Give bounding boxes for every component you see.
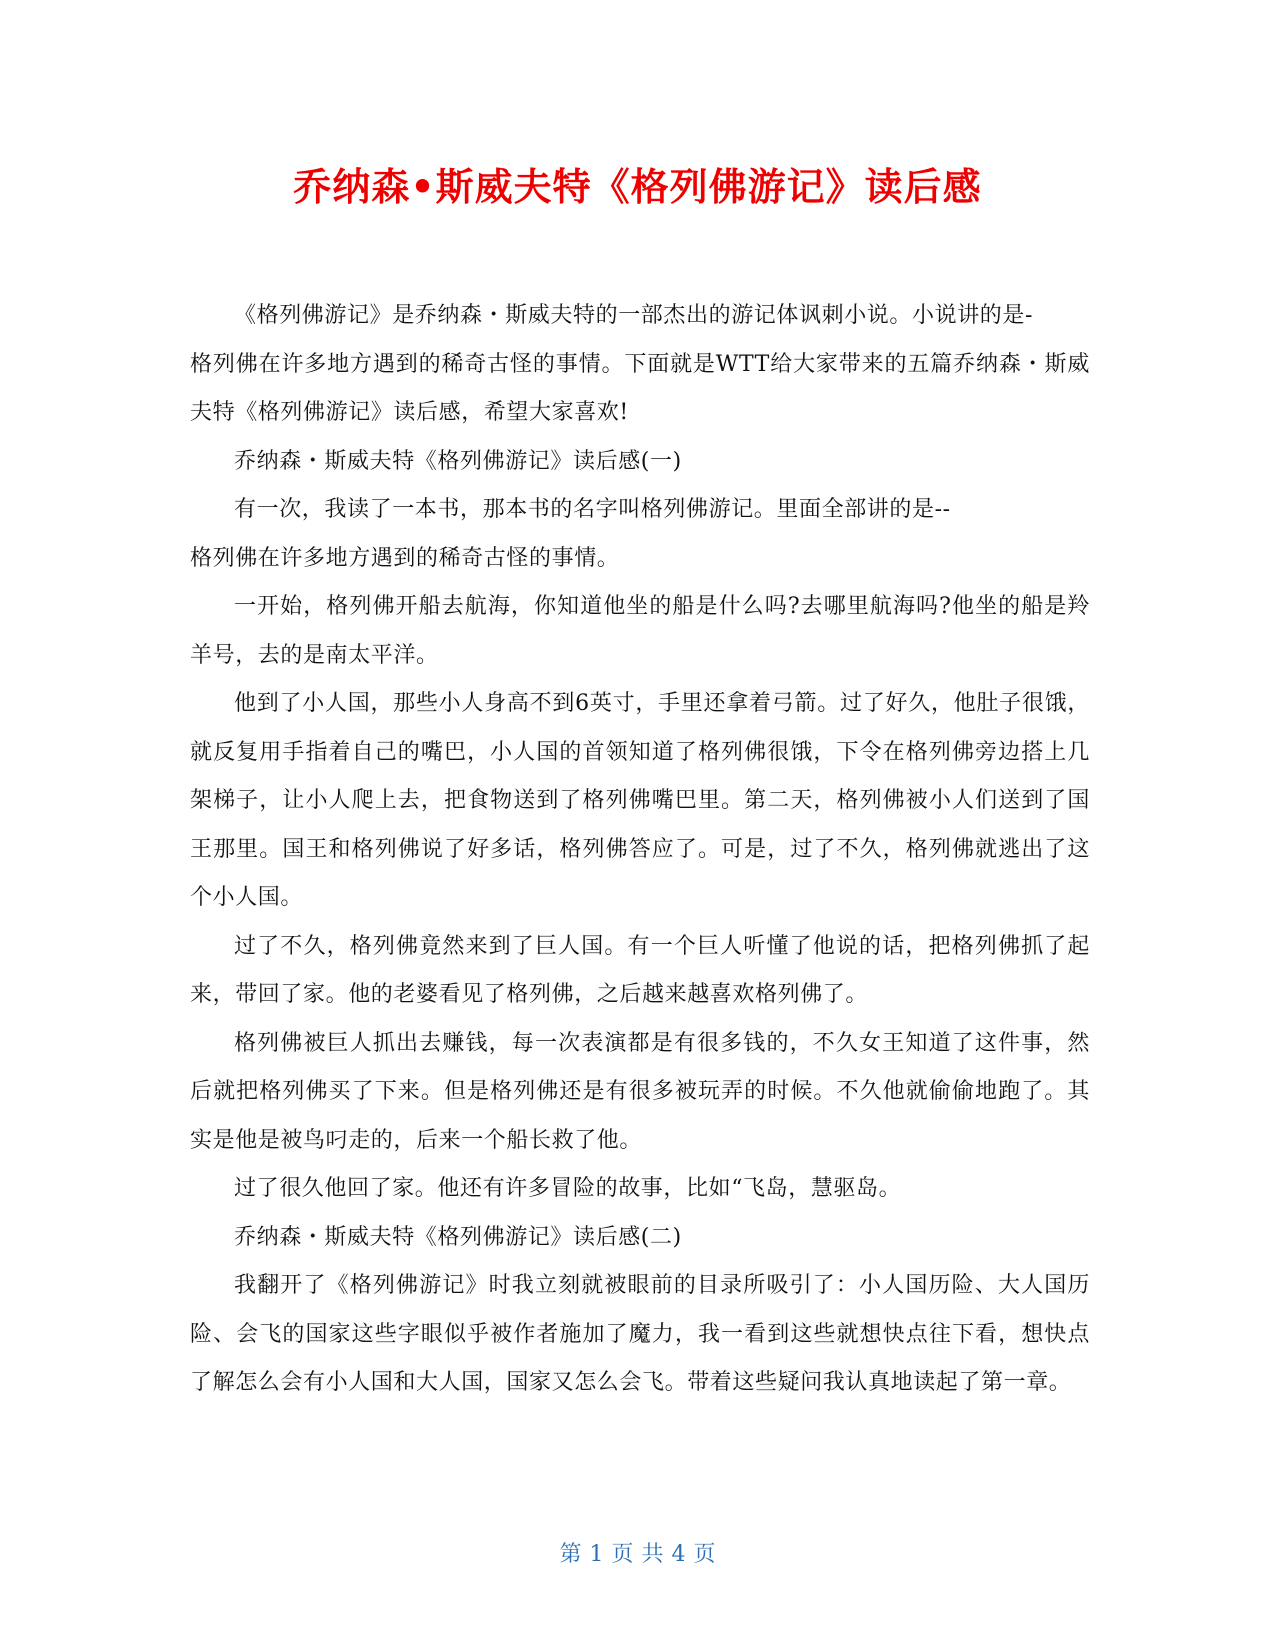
footer-total-unit: 页 (693, 1542, 716, 1567)
document-body (190, 292, 1090, 1408)
section-heading: 乔纳森・斯威夫特《格列佛游记》读后感(一) (234, 448, 682, 474)
page-footer (0, 1540, 1275, 1570)
section-heading: 乔纳森・斯威夫特《格列佛游记》读后感(二) (234, 1224, 682, 1250)
paragraph: 过了不久，格列佛竟然来到了巨人国。有一个巨人听懂了他说的话，把格列佛抓了起来，带回了家。他的老婆看见了格列佛，之后越来越喜欢格列佛了。 (190, 933, 1090, 1007)
footer-current-page: 1 (589, 1542, 604, 1567)
paragraph: 过了很久他回了家。他还有许多冒险的故事，比如“飞岛，慧驱岛。 (234, 1176, 902, 1201)
paragraph: 格列佛在许多地方遇到的稀奇古怪的事情。下面就是WTT给大家带来的五篇乔纳森・斯威夫特《格列佛游记》读后感，希望大家喜欢! (190, 351, 1090, 425)
paragraph: 格列佛被巨人抓出去赚钱，每一次表演都是有很多钱的，不久女王知道了这件事，然后就把格列佛买了下来。但是格列佛还是有很多被玩弄的时候。不久他就偷偷地跑了。其实是他是被鸟叼走的，后来一个船长救了他。 (190, 1030, 1090, 1153)
footer-page-unit: 页 (611, 1542, 634, 1567)
paragraph: 《格列佛游记》是乔纳森・斯威夫特的一部杰出的游记体讽刺小说。小说讲的是- (234, 303, 1034, 328)
paragraph: 他到了小人国，那些小人身高不到6英寸，手里还拿着弓箭。过了好久，他肚子很饿，就反复用手指着自己的嘴巴，小人国的首领知道了格列佛很饿，下令在格列佛旁边搭上几架梯子，让小人爬上去，把食物送到了格列佛嘴巴里。第二天，格列佛被小人们送到了国王那里。国王和格列佛说了好多话，格列佛答应了。可是，过了不久，格列佛就逃出了这个小人国。 (190, 691, 1090, 910)
paragraph: 我翻开了《格列佛游记》时我立刻就被眼前的目录所吸引了：小人国历险、大人国历险、会飞的国家这些字眼似乎被作者施加了魔力，我一看到这些就想快点往下看，想快点了解怎么会有小人国和大人国，国家又怎么会飞。带着这些疑问我认真地读起了第一章。 (190, 1273, 1090, 1395)
page-title: 乔纳森•斯威夫特《格列佛游记》读后感 (293, 165, 982, 209)
paragraph: 有一次，我读了一本书，那本书的名字叫格列佛游记。里面全部讲的是-- (234, 497, 951, 522)
paragraph: 一开始，格列佛开船去航海，你知道他坐的船是什么吗?去哪里航海吗?他坐的船是羚羊号，去的是南太平洋。 (190, 594, 1090, 668)
paragraph: 格列佛在许多地方遇到的稀奇古怪的事情。 (190, 545, 620, 571)
footer-total-label: 共 (641, 1542, 664, 1567)
footer-total-pages: 4 (671, 1542, 686, 1567)
footer-page-label: 第 (559, 1542, 582, 1567)
